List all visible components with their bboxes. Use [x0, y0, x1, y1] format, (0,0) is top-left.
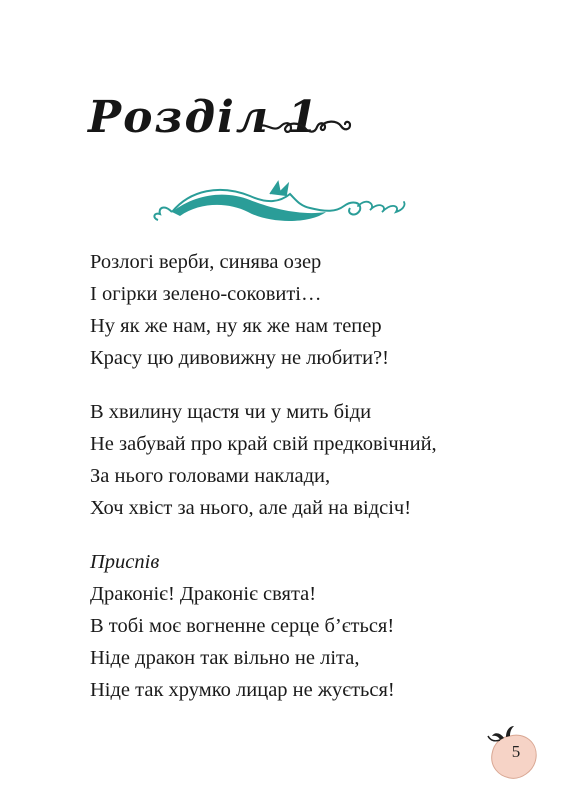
chorus [90, 546, 395, 706]
verse-line: І огірки зелено-соковиті… [90, 283, 322, 305]
stanza-2 [90, 396, 437, 524]
verse-line: В хвилину щастя чи у мить біди [90, 401, 372, 423]
verse-line: В тобі моє вогненне серце б’ється! [90, 615, 395, 637]
stanza-1 [90, 246, 389, 374]
verse-line: Красу цю дивовижну не любити?! [90, 347, 389, 369]
swirl-flourish-icon [255, 114, 355, 140]
verse-line: Не забувай про край свій предковічний, [90, 433, 437, 455]
page-number: 5 [511, 742, 521, 761]
verse-line: Драконіє! Драконіє свята! [90, 583, 317, 605]
verse-line: Ніде так хрумко лицар не жується! [90, 679, 395, 701]
verse-line: За нього головами наклади, [90, 465, 331, 487]
verse-line: Ну як же нам, ну як же нам тепер [90, 315, 382, 337]
dragon-ornament-icon [150, 172, 410, 234]
verse-line: Розлогі верби, синява озер [90, 251, 322, 273]
verse-line: Ніде дракон так вільно не літа, [90, 647, 360, 669]
chorus-label: Приспів [90, 551, 160, 573]
verse-line: Хоч хвіст за нього, але дай на відсіч! [90, 497, 412, 519]
chapter-title: Розділ 1 [88, 92, 320, 143]
